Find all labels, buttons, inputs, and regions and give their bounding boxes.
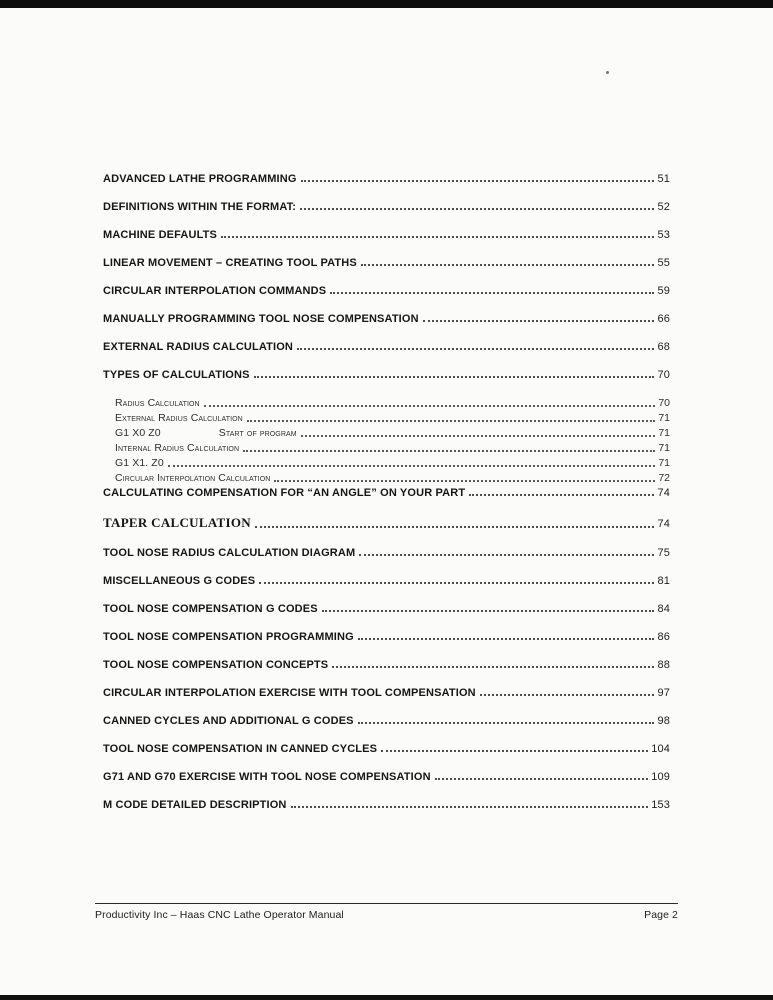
toc-entry-label: TYPES OF CALCULATIONS [103,369,250,381]
toc-entry-secondary-label: Start of program [218,427,297,439]
toc-entry-page: 74 [657,487,670,499]
toc-entry [103,173,670,185]
toc-entry-page: 71 [658,427,670,439]
toc-entry-label: DEFINITIONS WITHIN THE FORMAT: [103,201,297,213]
toc-entry [103,487,670,499]
toc-entry-page: 71 [658,457,670,469]
toc-dotted-leader [358,638,655,640]
toc-entry-page: 86 [657,631,670,643]
toc-entry [103,659,670,671]
toc-entry-label: CANNED CYCLES AND ADDITIONAL G CODES [103,715,354,727]
toc-entry [103,257,670,269]
toc-entry [103,341,670,353]
toc-dotted-leader [204,405,656,407]
toc-entry-page: 153 [651,799,670,811]
toc-entry-label: MANUALLY PROGRAMMING TOOL NOSE COMPENSATION [103,313,419,325]
toc-dotted-leader [330,292,654,294]
toc-entry-page: 55 [657,257,670,269]
toc-dotted-leader [480,694,655,696]
footer-page-number: Page 2 [644,909,678,921]
toc-entry [103,369,670,381]
toc-entry-label: TOOL NOSE RADIUS CALCULATION DIAGRAM [103,547,356,559]
toc-entry-page: 66 [657,313,670,325]
toc-entry [115,412,670,424]
toc-entry-label: EXTERNAL RADIUS CALCULATION [103,341,294,353]
toc-entry-label: TAPER CALCULATION [103,515,251,530]
toc-entry-label: Radius Calculation [115,397,200,409]
toc-entry-page: 68 [657,341,670,353]
toc-entry-page: 74 [657,518,670,530]
toc-entry-page: 109 [651,771,670,783]
toc-entry-label: TOOL NOSE COMPENSATION IN CANNED CYCLES [103,743,378,755]
toc-dotted-leader [301,180,655,182]
footer-manual-title: Productivity Inc – Haas CNC Lathe Operator Manual [95,909,344,921]
scan-artifact-bottom-bar [0,995,773,1000]
toc-entry [103,687,670,699]
scan-artifact-speck [606,71,609,74]
toc-dotted-leader [435,778,649,780]
toc-entry-label: MACHINE DEFAULTS [103,229,218,241]
toc-entry [103,771,670,783]
toc-entry [103,603,670,615]
toc-entry [115,472,670,484]
toc-entry-label: Circular Interpolation Calculation [115,472,271,484]
toc-dotted-leader [291,806,649,808]
table-of-contents [103,173,670,827]
toc-entry [103,575,670,587]
toc-entry-page: 72 [658,472,670,484]
toc-entry-label: M CODE DETAILED DESCRIPTION [103,799,287,811]
toc-entry-page: 97 [657,687,670,699]
toc-entry-label: CIRCULAR INTERPOLATION EXERCISE WITH TOOL COMPENSATION [103,687,476,699]
toc-entry-label: External Radius Calculation [115,412,243,424]
toc-dotted-leader [361,264,655,266]
toc-entry [103,743,670,755]
toc-dotted-leader [423,320,655,322]
toc-entry-label: CIRCULAR INTERPOLATION COMMANDS [103,285,327,297]
toc-entry-label: TOOL NOSE COMPENSATION PROGRAMMING [103,631,354,643]
page-footer [95,903,678,921]
toc-entry-label: G1 X0 Z0 [115,427,161,439]
toc-entry-page: 52 [657,201,670,213]
toc-dotted-leader [358,722,655,724]
toc-entry-page: 71 [658,412,670,424]
toc-entry [103,515,670,531]
toc-dotted-leader [247,420,655,422]
toc-entry-label: G1 X1. Z0 [115,457,164,469]
toc-entry-label: Internal Radius Calculation [115,442,240,454]
toc-dotted-leader [322,610,655,612]
toc-entry [103,285,670,297]
toc-dotted-leader [168,465,656,467]
toc-dotted-leader [297,348,654,350]
toc-entry-page: 51 [657,173,670,185]
toc-entry [103,547,670,559]
toc-entry-label: LINEAR MOVEMENT – CREATING TOOL PATHS [103,257,357,269]
toc-entry-label: CALCULATING COMPENSATION FOR “AN ANGLE” ON YOUR PART [103,487,466,499]
scan-artifact-top-bar [0,0,773,8]
toc-entry-page: 53 [657,229,670,241]
toc-entry-page: 98 [657,715,670,727]
toc-entry-page: 104 [651,743,670,755]
toc-dotted-leader [381,750,648,752]
toc-entry [115,397,670,409]
toc-entry [103,799,670,811]
toc-entry [115,442,670,454]
toc-entry-page: 70 [657,369,670,381]
toc-entry [103,313,670,325]
toc-entry-page: 75 [657,547,670,559]
toc-dotted-leader [254,376,655,378]
toc-entry-label: ADVANCED LATHE PROGRAMMING [103,173,297,185]
toc-dotted-leader [332,666,654,668]
toc-entry [103,715,670,727]
toc-dotted-leader [301,435,656,437]
toc-entry [115,427,670,439]
toc-entry-page: 70 [658,397,670,409]
toc-dotted-leader [274,480,655,482]
toc-entry-page: 84 [657,603,670,615]
toc-entry-page: 59 [657,285,670,297]
toc-entry-page: 71 [658,442,670,454]
toc-dotted-leader [255,526,654,528]
toc-entry-label: MISCELLANEOUS G CODES [103,575,256,587]
toc-entry [103,201,670,213]
toc-dotted-leader [259,582,654,584]
toc-dotted-leader [300,208,654,210]
toc-entry-label: TOOL NOSE COMPENSATION CONCEPTS [103,659,329,671]
toc-dotted-leader [359,554,654,556]
toc-dotted-leader [221,236,654,238]
toc-entry [103,229,670,241]
toc-entry-label: TOOL NOSE COMPENSATION G CODES [103,603,318,615]
toc-entry-page: 88 [657,659,670,671]
toc-entry [103,631,670,643]
toc-entry-label: G71 AND G70 EXERCISE WITH TOOL NOSE COMPENSATION [103,771,431,783]
toc-dotted-leader [243,450,655,452]
toc-entry-page: 81 [657,575,670,587]
toc-dotted-leader [469,494,654,496]
toc-entry [115,457,670,469]
